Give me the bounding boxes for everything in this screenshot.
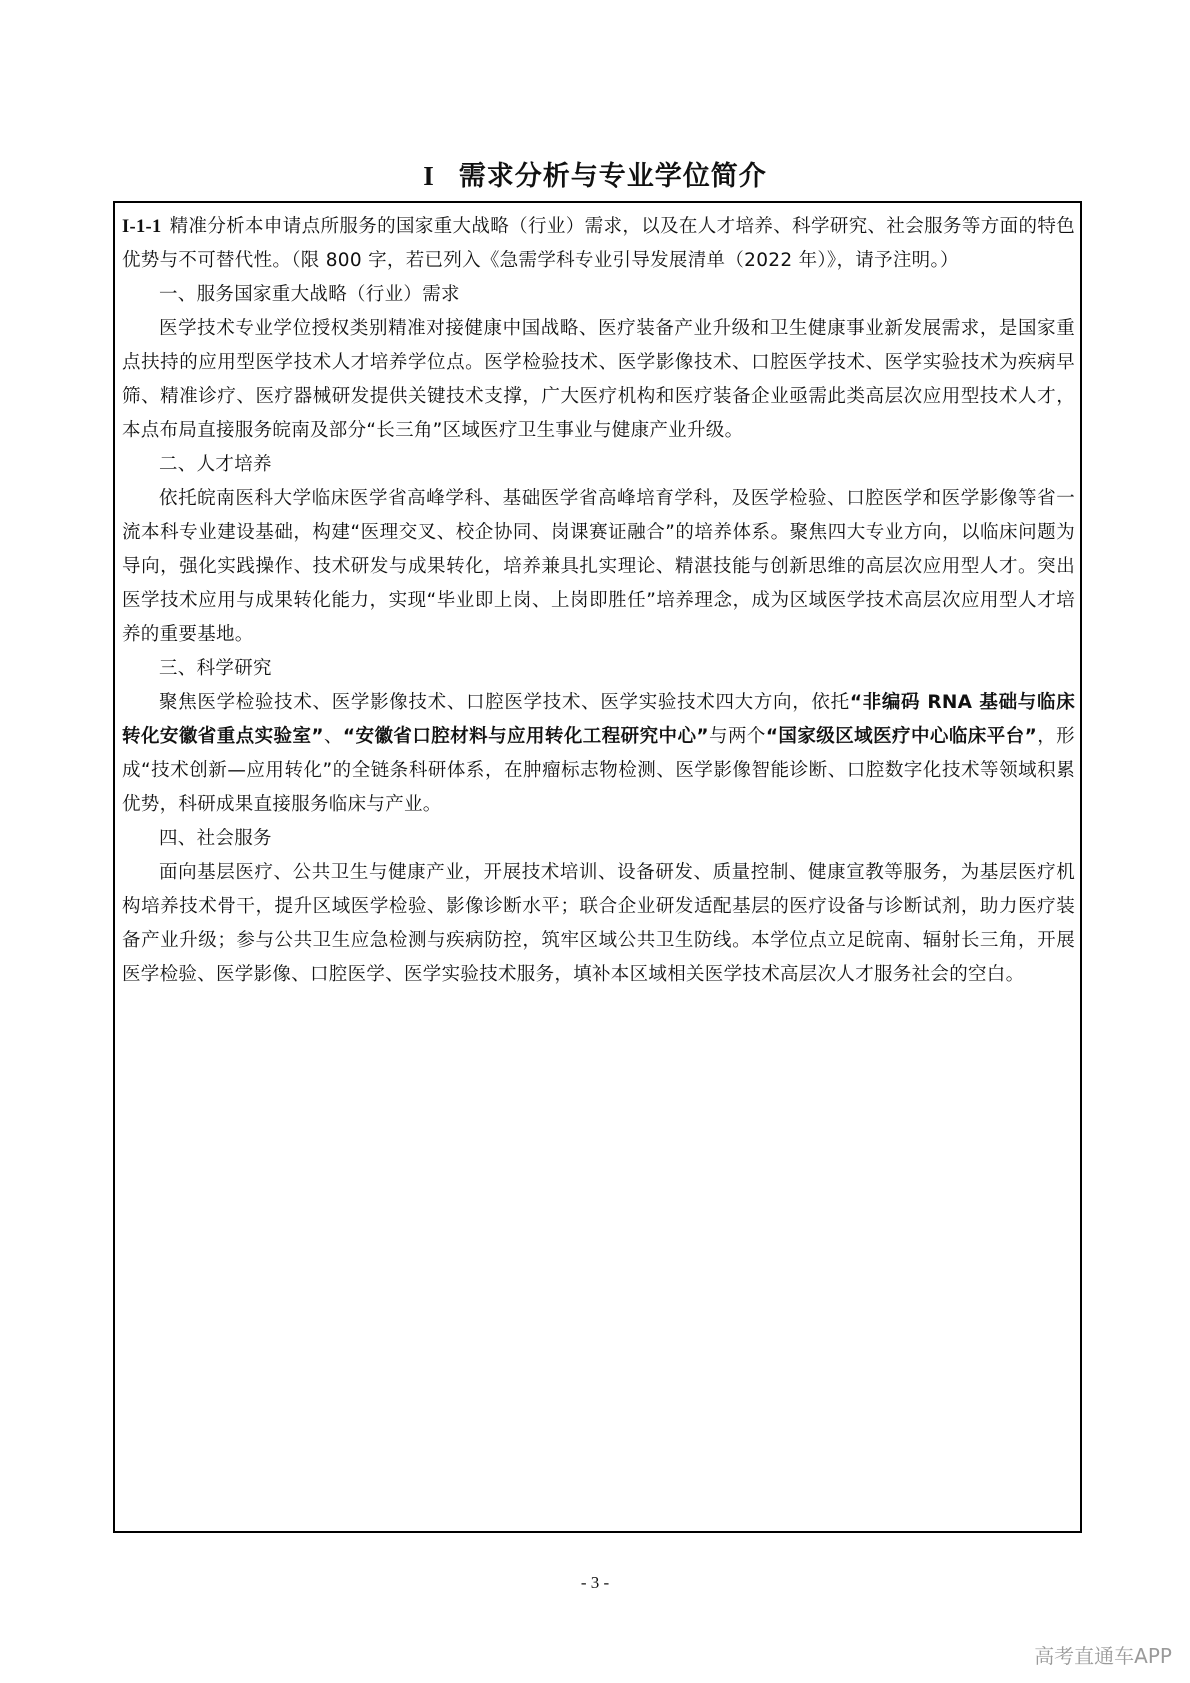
section-title-text: 需求分析与专业学位简介 bbox=[458, 161, 767, 192]
content-body bbox=[122, 210, 1075, 992]
research-lab-name: “非编码 RNA 基础与临床转化安徽省重点实验室” bbox=[122, 692, 1075, 747]
section-body-strategy: 医学技术专业学位授权类别精准对接健康中国战略、医疗装备产业升级和卫生健康事业新发展需求，是国家重点扶持的应用型医学技术人才培养学位点。医学检验技术、医学影像技术、口腔医学技术、医学实验技术为疾病早筛、精准诊疗、医疗器械研发提供关键技术支撑，广大医疗机构和医疗装备企业亟需此类高层次应用型技术人才，本点布局直接服务皖南及部分“长三角”区域医疗卫生事业与健康产业升级。 bbox=[122, 318, 1075, 441]
section-heading-research: 三、科学研究 bbox=[159, 658, 272, 679]
watermark: 高考直通车APP bbox=[1034, 1644, 1172, 1668]
research-text-3: 与两个 bbox=[708, 726, 766, 747]
section-body-research bbox=[122, 686, 1075, 822]
section-body-service: 面向基层医疗、公共卫生与健康产业，开展技术培训、设备研发、质量控制、健康宣教等服务，为基层医疗机构培养技术骨干，提升区域医学检验、影像诊断水平；联合企业研发适配基层的医疗设备与诊断试剂，助力医疗装备产业升级；参与公共卫生应急检测与疾病防控，筑牢区域公共卫生防线。本学位点立足皖南、辐射长三角，开展医学检验、医学影像、口腔医学、医学实验技术服务，填补本区域相关医学技术高层次人才服务社会的空白。 bbox=[122, 862, 1075, 985]
research-center-name: “安徽省口腔材料与应用转化工程研究中心” bbox=[342, 726, 709, 747]
section-title bbox=[0, 154, 1190, 193]
research-text-4: ，形成“技术创新—应用转化”的全链条科研体系，在肿瘤标志物检测、医学影像智能诊断、口腔数字化技术等领域积累优势，科研成果直接服务临床与产业。 bbox=[122, 726, 1075, 815]
question-text: 精准分析本申请点所服务的国家重大战略（行业）需求，以及在人才培养、科学研究、社会服务等方面的特色优势与不可替代性。（限 800 字，若已列入《急需学科专业引导发展清单（2022 年）》，请予注明。） bbox=[122, 216, 1075, 271]
research-platform-name: “国家级区域医疗中心临床平台” bbox=[765, 726, 1038, 747]
content-box bbox=[113, 201, 1082, 1533]
page-number: - 3 - bbox=[580, 1573, 610, 1592]
research-text-2: 、 bbox=[323, 726, 343, 747]
question-code: I-1-1 bbox=[122, 217, 162, 237]
section-heading-talent: 二、人才培养 bbox=[159, 454, 272, 475]
section-body-talent: 依托皖南医科大学临床医学省高峰学科、基础医学省高峰培育学科，及医学检验、口腔医学和医学影像等省一流本科专业建设基础，构建“医理交叉、校企协同、岗课赛证融合”的培养体系。聚焦四大专业方向，以临床问题为导向，强化实践操作、技术研发与成果转化，培养兼具扎实理论、精湛技能与创新思维的高层次应用型人才。突出医学技术应用与成果转化能力，实现“毕业即上岗、上岗即胜任”培养理念，成为区域医学技术高层次应用型人才培养的重要基地。 bbox=[122, 488, 1075, 645]
research-text-1: 聚焦医学检验技术、医学影像技术、口腔医学技术、医学实验技术四大方向，依托 bbox=[159, 692, 850, 713]
section-roman-numeral: I bbox=[423, 161, 435, 191]
section-heading-service: 四、社会服务 bbox=[159, 828, 272, 849]
question-prompt bbox=[122, 210, 1075, 278]
section-heading-strategy: 一、服务国家重大战略（行业）需求 bbox=[159, 284, 460, 305]
